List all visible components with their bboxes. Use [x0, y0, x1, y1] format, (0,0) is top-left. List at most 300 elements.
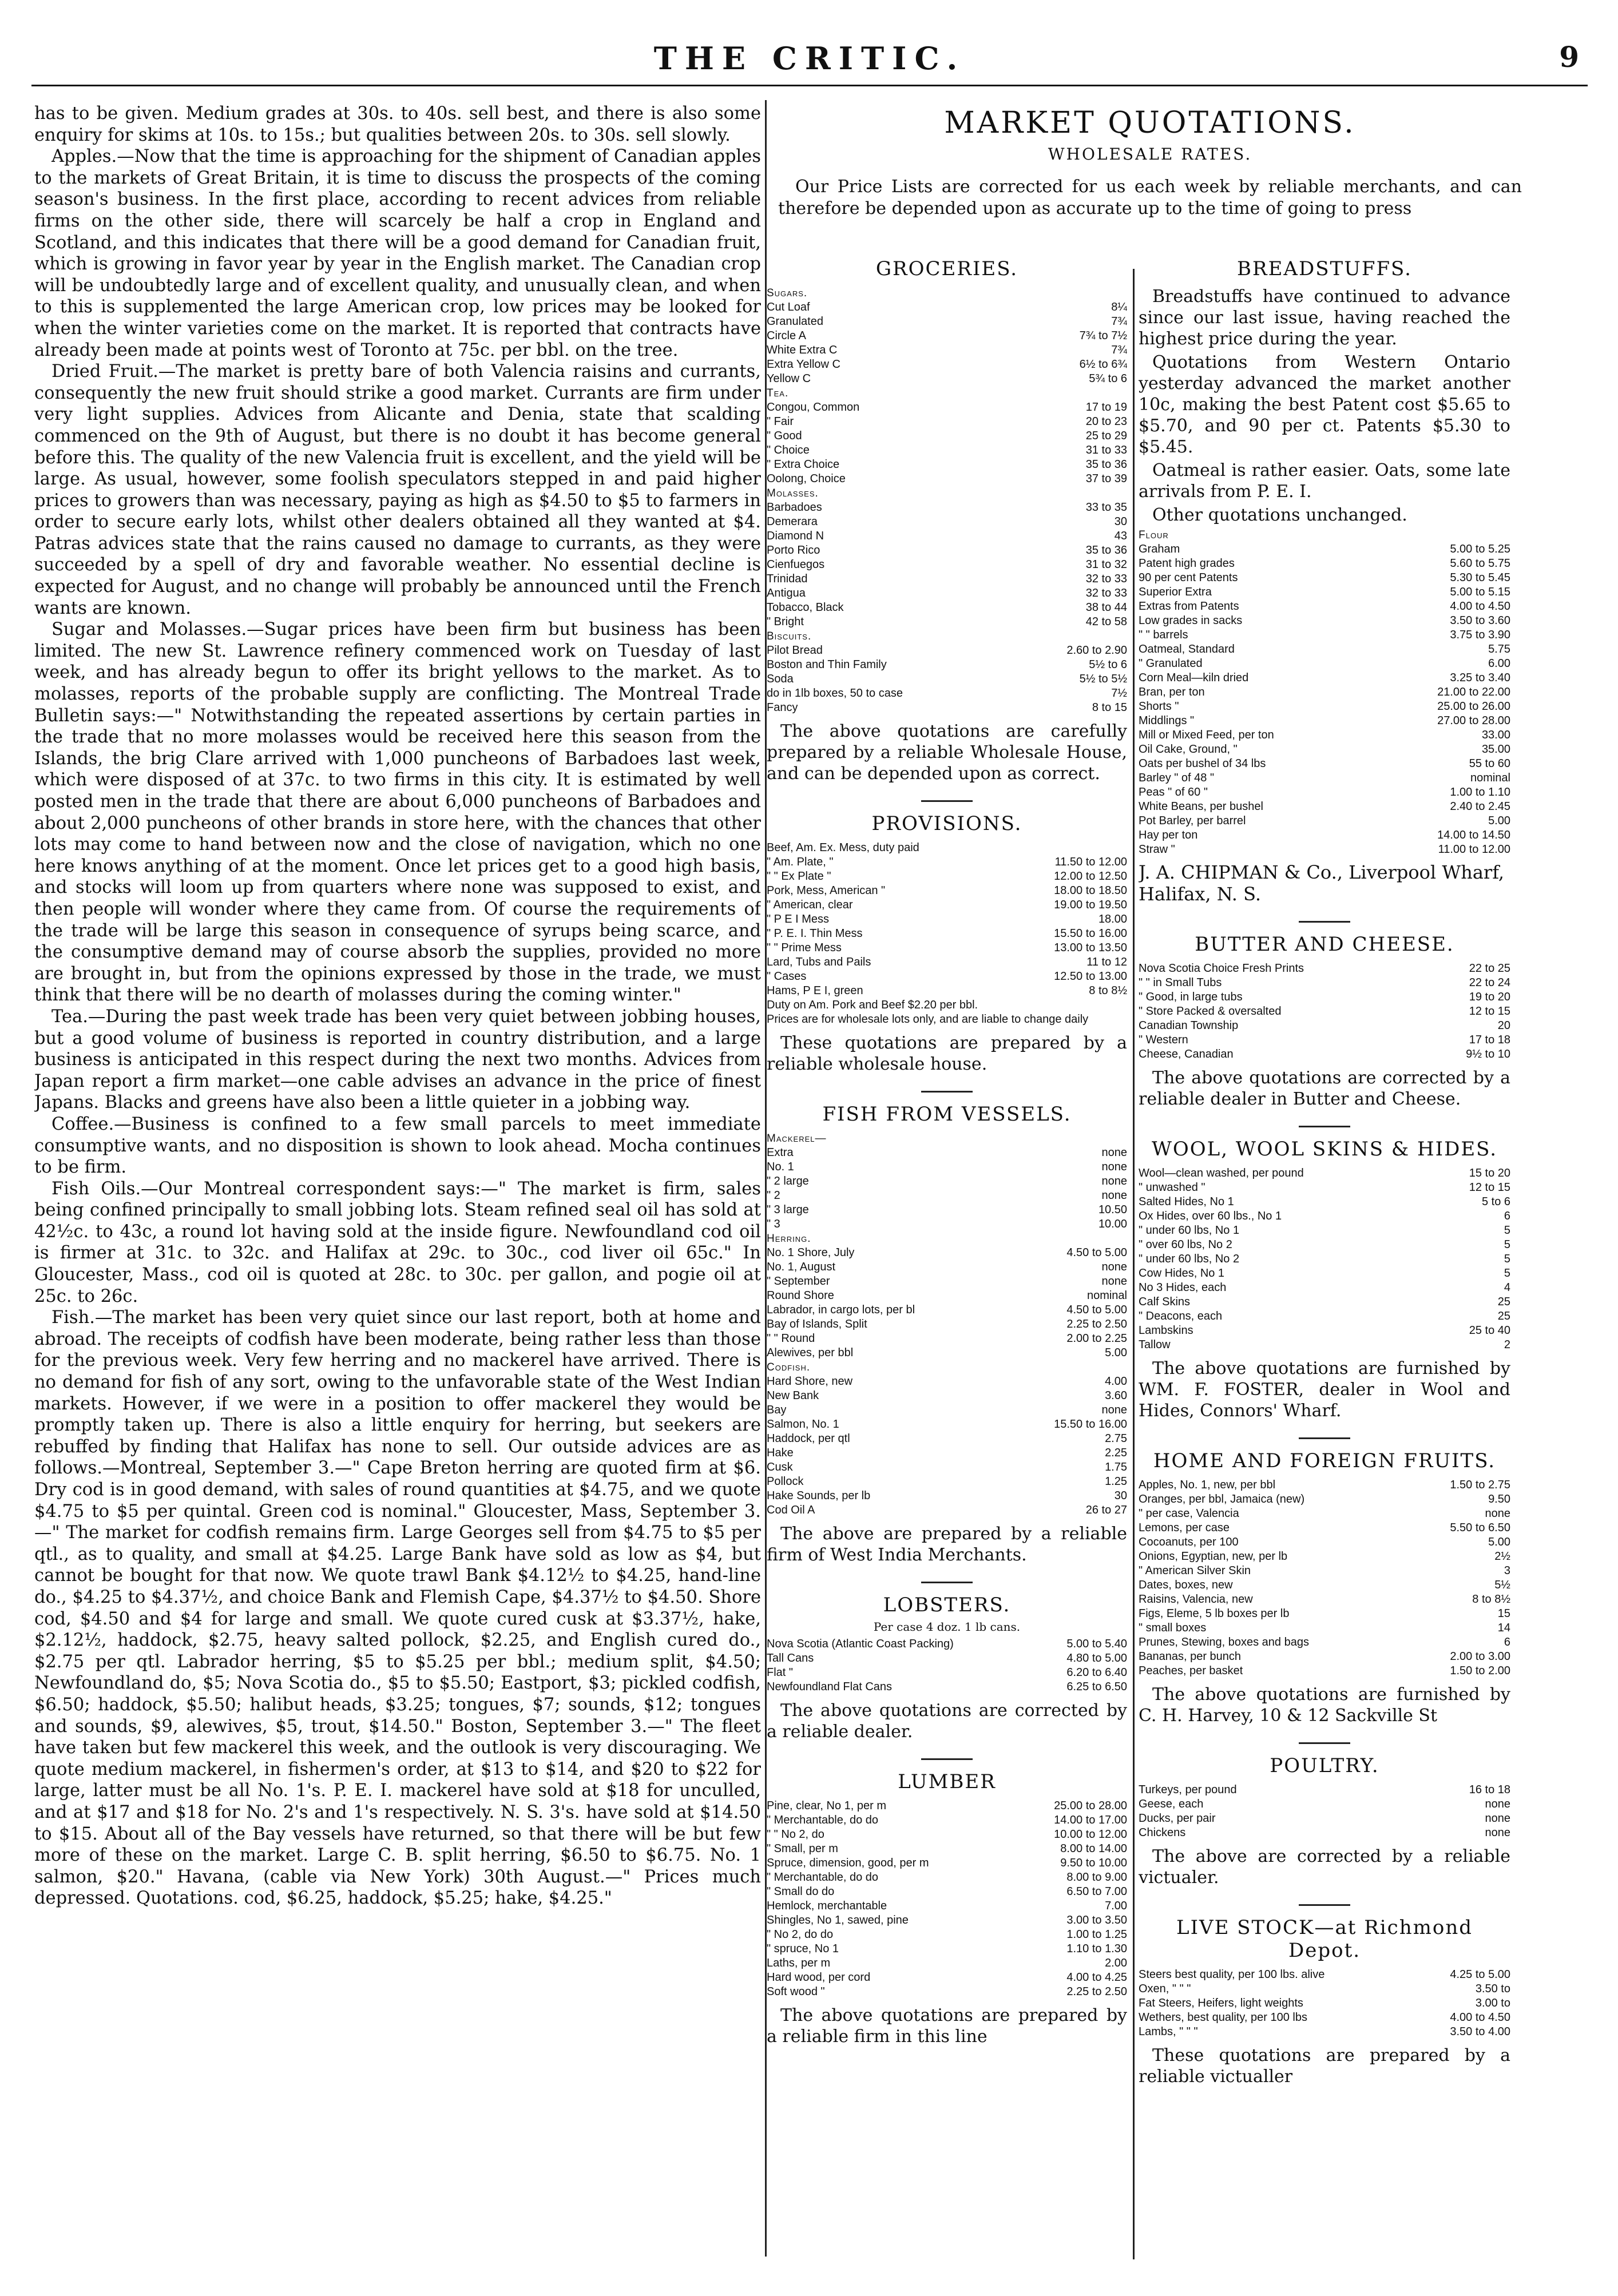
row-label: " American, clear	[767, 899, 853, 911]
table-row	[767, 515, 1127, 529]
row-value: 4.00 to 4.25	[1066, 1971, 1127, 1984]
row-label: Salmon, No. 1	[767, 1418, 839, 1431]
table-row	[1139, 1507, 1510, 1521]
breadstuffs-paragraph: Quotations from Western Ontario yesterday advanced the market another 10c, making the best Patent cost $5.65 to $5.70, and 90 per ct. Patents $5.30 to $5.45.	[1139, 352, 1510, 457]
row-label: Figs, Eleme, 5 lb boxes per lb	[1139, 1607, 1290, 1620]
table-row	[1139, 1592, 1510, 1607]
row-value: 12 to 15	[1469, 1005, 1510, 1018]
table-row	[767, 529, 1127, 543]
row-label: White Beans, per bushel	[1139, 800, 1263, 813]
row-label: Bay of Islands, Split	[767, 1318, 867, 1330]
row-label: " No 2, do do	[767, 1928, 834, 1941]
row-value: 8.00 to 9.00	[1066, 1871, 1127, 1884]
table-row	[1139, 843, 1510, 857]
row-value: 7.00	[1105, 1900, 1127, 1912]
row-label: " Merchantable, do do	[767, 1871, 878, 1884]
row-value: 6.20 to 6.40	[1066, 1666, 1127, 1679]
lobsters-title: LOBSTERS.	[883, 1594, 1011, 1616]
table-row	[1139, 785, 1510, 800]
table-row	[767, 998, 1127, 1012]
row-value: 5¾ to 6	[1089, 372, 1127, 385]
row-label: Haddock, per qtl	[767, 1432, 850, 1445]
row-value: 2.00 to 3.00	[1450, 1650, 1510, 1663]
price-table	[767, 300, 1127, 386]
table-row	[767, 601, 1127, 615]
newspaper-title: THE CRITIC.	[653, 40, 966, 77]
row-label: Ducks, per pair	[1139, 1812, 1216, 1825]
table-row	[767, 1813, 1127, 1828]
row-value: 15.50 to 16.00	[1054, 1418, 1127, 1431]
row-label: " Fair	[767, 415, 794, 428]
row-label: " per case, Valencia	[1139, 1507, 1239, 1520]
section-divider	[1299, 921, 1350, 923]
row-label: Shorts "	[1139, 700, 1179, 713]
section-note: The above quotations are corrected by a reliable dealer in Butter and Cheese.	[1139, 1068, 1510, 1109]
row-label: " 2	[767, 1189, 780, 1202]
table-row	[1139, 1047, 1510, 1062]
table-row	[1139, 1238, 1510, 1252]
section-note: The above are corrected by a reliable victualer.	[1139, 1846, 1510, 1888]
category-label: Tea.	[767, 387, 789, 399]
row-value: 5 to 6	[1481, 1195, 1510, 1208]
table-row	[767, 1651, 1127, 1666]
category-label: Sugars.	[767, 287, 808, 299]
row-label: Beef, Am. Ex. Mess, duty paid	[767, 841, 919, 854]
section-divider	[1299, 1742, 1350, 1744]
row-value: 4	[1504, 1281, 1510, 1294]
row-value: 5.75	[1488, 643, 1510, 656]
table-row	[1139, 2011, 1510, 2025]
table-row	[767, 1131, 1127, 1146]
row-value: 2.25	[1105, 1447, 1127, 1459]
row-label: Tallow	[1139, 1338, 1171, 1351]
table-row	[767, 329, 1127, 343]
table-row	[1139, 1621, 1510, 1635]
table-row	[767, 1303, 1127, 1317]
table-row	[1139, 1664, 1510, 1678]
row-label: Peaches, per basket	[1139, 1665, 1243, 1677]
row-label: Bay	[767, 1404, 787, 1416]
table-row	[767, 941, 1127, 955]
row-label: Dates, boxes, new	[1139, 1579, 1233, 1591]
row-label: Demerara	[767, 515, 818, 528]
table-row	[767, 1460, 1127, 1475]
row-value: 11.00 to 12.00	[1438, 843, 1510, 856]
row-value: 1.50 to 2.75	[1450, 1479, 1510, 1491]
row-value: 1.75	[1105, 1461, 1127, 1473]
row-label: Flat "	[767, 1666, 793, 1679]
row-value: 4.50 to 5.00	[1066, 1304, 1127, 1316]
table-row	[767, 672, 1127, 686]
row-label: Fancy	[767, 701, 798, 714]
wool-title: WOOL, WOOL SKINS & HIDES.	[1151, 1138, 1498, 1161]
row-label: Hake Sounds, per lb	[767, 1489, 871, 1502]
row-label: " Good	[767, 430, 802, 442]
table-row	[767, 1928, 1127, 1942]
price-table	[767, 1131, 1127, 1518]
table-row	[1139, 742, 1510, 757]
row-label: Pollock	[767, 1475, 804, 1488]
header-rule	[31, 85, 1588, 86]
row-value: 5.60 to 5.75	[1450, 557, 1510, 570]
price-table	[1139, 1968, 1510, 2039]
row-value: none	[1101, 1175, 1127, 1187]
table-row	[1139, 1812, 1510, 1826]
row-value: 38 to 44	[1085, 601, 1127, 614]
row-value: 12.50 to 13.00	[1054, 970, 1127, 983]
table-row	[1139, 976, 1510, 990]
row-label: Round Shore	[767, 1289, 834, 1302]
table-row	[767, 500, 1127, 515]
page-number: 9	[1559, 40, 1579, 74]
row-value: none	[1485, 1507, 1510, 1520]
row-label: Cod Oil A	[767, 1504, 815, 1516]
row-label: Congou, Common	[767, 401, 860, 414]
price-table	[767, 1637, 1127, 1694]
row-value: 20	[1497, 1019, 1510, 1032]
row-label: Cut Loaf	[767, 301, 810, 313]
row-label: " P E I Mess	[767, 913, 829, 925]
table-row	[1139, 585, 1510, 599]
row-value: 8¼	[1111, 301, 1127, 313]
table-row	[1139, 599, 1510, 614]
row-value: nominal	[1470, 772, 1510, 784]
row-value: 43	[1114, 530, 1127, 542]
row-label: New Bank	[767, 1389, 819, 1402]
row-label: Tall Cans	[767, 1652, 814, 1665]
row-label: Corn Meal—kiln dried	[1139, 672, 1249, 684]
table-row	[1139, 1607, 1510, 1621]
table-row	[1139, 814, 1510, 828]
section-note: The above quotations are prepared by a reliable firm in this line	[767, 2005, 1127, 2047]
table-row	[1139, 1281, 1510, 1295]
price-table	[1139, 1783, 1510, 1840]
row-label: " unwashed "	[1139, 1181, 1205, 1194]
row-label: Labrador, in cargo lots, per bl	[767, 1304, 915, 1316]
table-row	[767, 1870, 1127, 1885]
table-row	[1139, 1521, 1510, 1535]
row-label: Mill or Mixed Feed, per ton	[1139, 729, 1274, 741]
table-row	[767, 1260, 1127, 1274]
row-value: 3.60	[1105, 1389, 1127, 1402]
section-note: These quotations are prepared by a reliable victualler	[1139, 2045, 1510, 2087]
table-row	[767, 643, 1127, 658]
row-value: 17 to 18	[1469, 1034, 1510, 1046]
row-value	[1124, 1131, 1127, 1146]
row-value: 2.00	[1105, 1957, 1127, 1969]
row-label: Soda	[767, 673, 794, 685]
breadstuffs-title: BREADSTUFFS.	[1237, 257, 1412, 280]
table-row	[767, 415, 1127, 429]
table-row	[767, 658, 1127, 672]
row-label: Pine, clear, No 1, per m	[767, 1800, 886, 1812]
row-label: Graham	[1139, 543, 1180, 555]
row-value: 20 to 23	[1085, 415, 1127, 428]
row-value: 2.25 to 2.50	[1066, 1985, 1127, 1998]
table-row	[1139, 671, 1510, 685]
row-value: 1.25	[1105, 1475, 1127, 1488]
row-value: 3.75 to 3.90	[1450, 629, 1510, 641]
row-label: " small boxes	[1139, 1622, 1207, 1634]
table-row	[767, 586, 1127, 601]
table-row	[1139, 1338, 1510, 1352]
lumber-title: LUMBER	[898, 1770, 996, 1793]
section-note: These quotations are prepared by a reliable wholesale house.	[767, 1033, 1127, 1074]
table-row	[767, 1417, 1127, 1432]
row-label: " 2 large	[767, 1175, 809, 1187]
row-label: Superior Extra	[1139, 586, 1212, 598]
table-row	[767, 1942, 1127, 1956]
row-value: 7¾	[1111, 315, 1127, 328]
table-row	[767, 1971, 1127, 1985]
row-label: Hard Shore, new	[767, 1375, 853, 1388]
row-value: 15	[1497, 1607, 1510, 1620]
row-value: 3.50 to 4.00	[1450, 2025, 1510, 2038]
table-row	[1139, 1968, 1510, 1982]
row-label: " Cases	[767, 970, 807, 983]
table-row	[767, 686, 1127, 701]
row-label: Bananas, per bunch	[1139, 1650, 1242, 1663]
table-row	[767, 1956, 1127, 1971]
table-row	[767, 1012, 1127, 1027]
row-value: 2.60 to 2.90	[1066, 644, 1127, 657]
row-value: 5½ to 5½	[1079, 673, 1127, 685]
row-label: " spruce, No 1	[767, 1943, 839, 1955]
table-row	[767, 955, 1127, 970]
article-paragraph: Apples.—Now that the time is approaching for the shipment of Canadian apples to the markets of Great Britain, it is time to discuss the prospects of the coming season's business. In the first place, according to recent advices from reliable firms on the other side, there will scarcely be half a crop in England and Scotland, and this indicates that there will be a good demand for Canadian fruit, which is growing in favor year by year in the English market. The Canadian crop will be undoubtedly large and of excellent quality, and unusually clean, and when to this is supplemented the large American crop, low prices may be looked for when the winter varieties come on the market. It is reported that contracts have already been made at points west of Toronto at 75c. per bbl. on the tree.	[34, 146, 761, 360]
row-value: 30	[1114, 515, 1127, 528]
row-label: Fat Steers, Heifers, light weights	[1139, 1997, 1303, 2009]
butter-title: BUTTER AND CHEESE.	[1195, 933, 1454, 956]
table-row	[767, 1637, 1127, 1651]
table-row	[767, 1475, 1127, 1489]
price-table	[767, 400, 1127, 486]
row-label: Oil Cake, Ground, "	[1139, 743, 1238, 756]
row-label: Pork, Mess, American "	[767, 884, 886, 897]
table-row	[767, 1189, 1127, 1203]
row-value: 5	[1504, 1253, 1510, 1265]
table-row	[1139, 1492, 1510, 1507]
table-row	[1139, 571, 1510, 585]
table-row	[1139, 1564, 1510, 1578]
row-label: Oolong, Choice	[767, 472, 846, 485]
groceries-title: GROCERIES.	[875, 257, 1018, 280]
table-row	[767, 984, 1127, 998]
row-value: 3.00 to	[1475, 1997, 1510, 2009]
table-row	[1139, 1783, 1510, 1797]
row-value: 3.50 to	[1475, 1983, 1510, 1995]
table-row	[767, 315, 1127, 329]
row-label: Hams, P E I, green	[767, 984, 863, 997]
row-label: Circle A	[767, 329, 806, 342]
row-value: 22 to 25	[1469, 962, 1510, 975]
row-label: Alewives, per bbl	[767, 1346, 854, 1359]
row-label: Turkeys, per pound	[1139, 1783, 1237, 1796]
row-label: " Bright	[767, 615, 804, 628]
row-value: none	[1101, 1261, 1127, 1273]
table-row	[767, 970, 1127, 984]
price-table	[767, 500, 1127, 629]
table-row	[1139, 728, 1510, 742]
column-divider-2	[1133, 269, 1135, 2259]
row-value: 10.00 to 12.00	[1054, 1828, 1127, 1841]
row-label: Duty on Am. Pork and Beef $2.20 per bbl.	[767, 999, 978, 1011]
row-value: 2.75	[1105, 1432, 1127, 1445]
row-value: nominal	[1086, 1289, 1127, 1302]
provisions-title: PROVISIONS.	[871, 812, 1022, 835]
row-label: Hay per ton	[1139, 829, 1198, 841]
table-row	[767, 1799, 1127, 1813]
table-row	[1139, 657, 1510, 671]
table-row	[1139, 1181, 1510, 1195]
table-row	[1139, 800, 1510, 814]
section-divider	[1299, 1904, 1350, 1906]
fish-title: FISH FROM VESSELS.	[822, 1103, 1072, 1126]
section-note: J. A. CHIPMAN & Co., Liverpool Wharf, Halifax, N. S.	[1139, 861, 1505, 905]
row-label: Pilot Bread	[767, 644, 823, 657]
row-value: 5.00	[1488, 815, 1510, 827]
row-value: 31 to 32	[1085, 558, 1127, 571]
row-value: 1.00 to 1.25	[1066, 1928, 1127, 1941]
row-label: 90 per cent Patents	[1139, 571, 1238, 584]
row-value: 17 to 19	[1085, 401, 1127, 414]
row-label: Hemlock, merchantable	[767, 1900, 887, 1912]
row-value: 11 to 12	[1086, 956, 1127, 968]
table-row	[1139, 1797, 1510, 1812]
row-value: 5½	[1494, 1579, 1510, 1591]
row-label: Porto Rico	[767, 544, 820, 557]
row-label: " Small, per m	[767, 1842, 838, 1855]
row-value: 3	[1504, 1564, 1510, 1577]
row-label: Apples, No. 1, new, per bbl	[1139, 1479, 1276, 1491]
row-value: 35.00	[1481, 743, 1510, 756]
row-label: No. 1 Shore, July	[767, 1246, 855, 1259]
row-value: 1.10 to 1.30	[1066, 1943, 1127, 1955]
row-value	[1124, 841, 1127, 855]
row-value: 18.00	[1098, 913, 1127, 925]
table-row	[767, 1446, 1127, 1460]
row-value: 1.00 to 1.10	[1450, 786, 1510, 799]
row-value: 25 to 40	[1469, 1324, 1510, 1337]
row-value: 7½	[1111, 687, 1127, 700]
row-label: Barbadoes	[767, 501, 822, 514]
table-row	[1139, 990, 1510, 1004]
row-value: 5.00	[1488, 1536, 1510, 1548]
row-value: none	[1101, 1161, 1127, 1173]
row-value: 4.00 to 4.50	[1450, 2011, 1510, 2024]
row-label: Herring.	[767, 1233, 811, 1245]
row-value: 31 to 33	[1085, 444, 1127, 456]
row-value: 5.50 to 6.50	[1450, 1522, 1510, 1534]
row-value: 5.00 to 5.40	[1066, 1638, 1127, 1650]
row-label: Hard wood, per cord	[767, 1971, 871, 1984]
row-value: 7¾	[1111, 344, 1127, 356]
row-value: none	[1101, 1404, 1127, 1416]
table-row	[767, 1232, 1127, 1246]
row-value: 6.00	[1488, 657, 1510, 670]
row-label: Antigua	[767, 587, 806, 599]
row-value: 2½	[1494, 1550, 1510, 1563]
row-label: Chickens	[1139, 1826, 1186, 1839]
row-value: 2	[1504, 1338, 1510, 1351]
table-row	[1139, 1982, 1510, 1996]
table-row	[767, 855, 1127, 869]
row-label: Cienfuegos	[767, 558, 825, 571]
row-value: none	[1101, 1146, 1127, 1159]
table-row	[1139, 1650, 1510, 1664]
table-row	[767, 429, 1127, 443]
category-label: Flour	[1139, 529, 1169, 541]
row-value: 5.00 to 5.25	[1450, 543, 1510, 555]
table-row	[767, 1317, 1127, 1332]
row-value: 9½ to 10	[1466, 1048, 1510, 1060]
row-value: none	[1101, 1275, 1127, 1288]
table-row	[1139, 1004, 1510, 1019]
row-value: 14.00 to 17.00	[1054, 1814, 1127, 1826]
table-row	[1139, 1295, 1510, 1309]
row-label: Oxen, " " "	[1139, 1983, 1191, 1995]
table-row	[1139, 1224, 1510, 1238]
row-value: 33.00	[1481, 729, 1510, 741]
table-row	[767, 869, 1127, 884]
row-value: 4.00 to 4.50	[1450, 600, 1510, 613]
row-value: 5.00	[1105, 1346, 1127, 1359]
table-row	[1139, 700, 1510, 714]
table-row	[1139, 614, 1510, 628]
row-value: 8 to 15	[1092, 701, 1127, 714]
market-subtitle: WHOLESALE RATES.	[1048, 145, 1252, 164]
table-row	[767, 701, 1127, 715]
row-label: " " Prime Mess	[767, 942, 842, 954]
table-row	[767, 912, 1127, 927]
table-row	[767, 1289, 1127, 1303]
table-row	[1139, 1635, 1510, 1650]
table-row	[767, 1489, 1127, 1503]
price-table	[767, 643, 1127, 715]
row-value	[1124, 1012, 1127, 1027]
table-row	[1139, 1996, 1510, 2011]
market-header	[778, 106, 1522, 220]
row-label: " 3	[767, 1218, 780, 1230]
row-label: Cheese, Canadian	[1139, 1048, 1234, 1060]
row-value: 4.80 to 5.00	[1066, 1652, 1127, 1665]
article-paragraph: Dried Fruit.—The market is pretty bare of both Valencia raisins and currants, consequently the new fruit should strike a good market. Currants are firm under very light supplies. Advices from Alicante and Denia, state that scalding commenced on the 9th of August, but there is no doubt it has become general before this. The quality of the new Valencia fruit is excellent, and the yield will be large. As usual, however, some foolish speculators stepped in and paid higher prices to growers than was necessary, paying as high as $4.50 to $5 to farmers in order to secure early lots, whilst other dealers obtained all they wanted at $4. Patras advices state that the rains caused no damage to currants, as they were succeeded by a spell of dry and favorable weather. No essential decline is expected for August, and no change will probably be announced until the French wants are known.	[34, 362, 761, 618]
table-row	[767, 1375, 1127, 1389]
row-label: " " in Small Tubs	[1139, 976, 1222, 989]
table-row	[767, 1146, 1127, 1160]
row-label: Lard, Tubs and Pails	[767, 956, 871, 968]
row-label: No 3 Hides, each	[1139, 1281, 1227, 1294]
row-value: 3.50 to 3.60	[1450, 614, 1510, 627]
row-label: Extra	[767, 1146, 794, 1159]
row-label: " Western	[1139, 1034, 1188, 1046]
row-value: 5	[1504, 1267, 1510, 1280]
row-label: Laths, per m	[767, 1957, 831, 1969]
row-value: 33 to 35	[1085, 501, 1127, 514]
row-value: 18.00 to 18.50	[1054, 884, 1127, 897]
row-value: 25.00 to 28.00	[1054, 1800, 1127, 1812]
row-value: 13.00 to 13.50	[1054, 942, 1127, 954]
row-value: 8 to 8½	[1472, 1593, 1510, 1606]
breadstuffs-paragraph: Breadstuffs have continued to advance since our last issue, having reached the highest price during the year.	[1139, 287, 1510, 349]
row-label: Granulated	[767, 315, 823, 328]
table-row	[767, 1899, 1127, 1913]
row-label: Lemons, per case	[1139, 1522, 1230, 1534]
row-label: " Deacons, each	[1139, 1310, 1223, 1322]
row-label: " Merchantable, do do	[767, 1814, 878, 1826]
row-label: Barley " of 48 "	[1139, 772, 1215, 784]
table-row	[767, 472, 1127, 486]
